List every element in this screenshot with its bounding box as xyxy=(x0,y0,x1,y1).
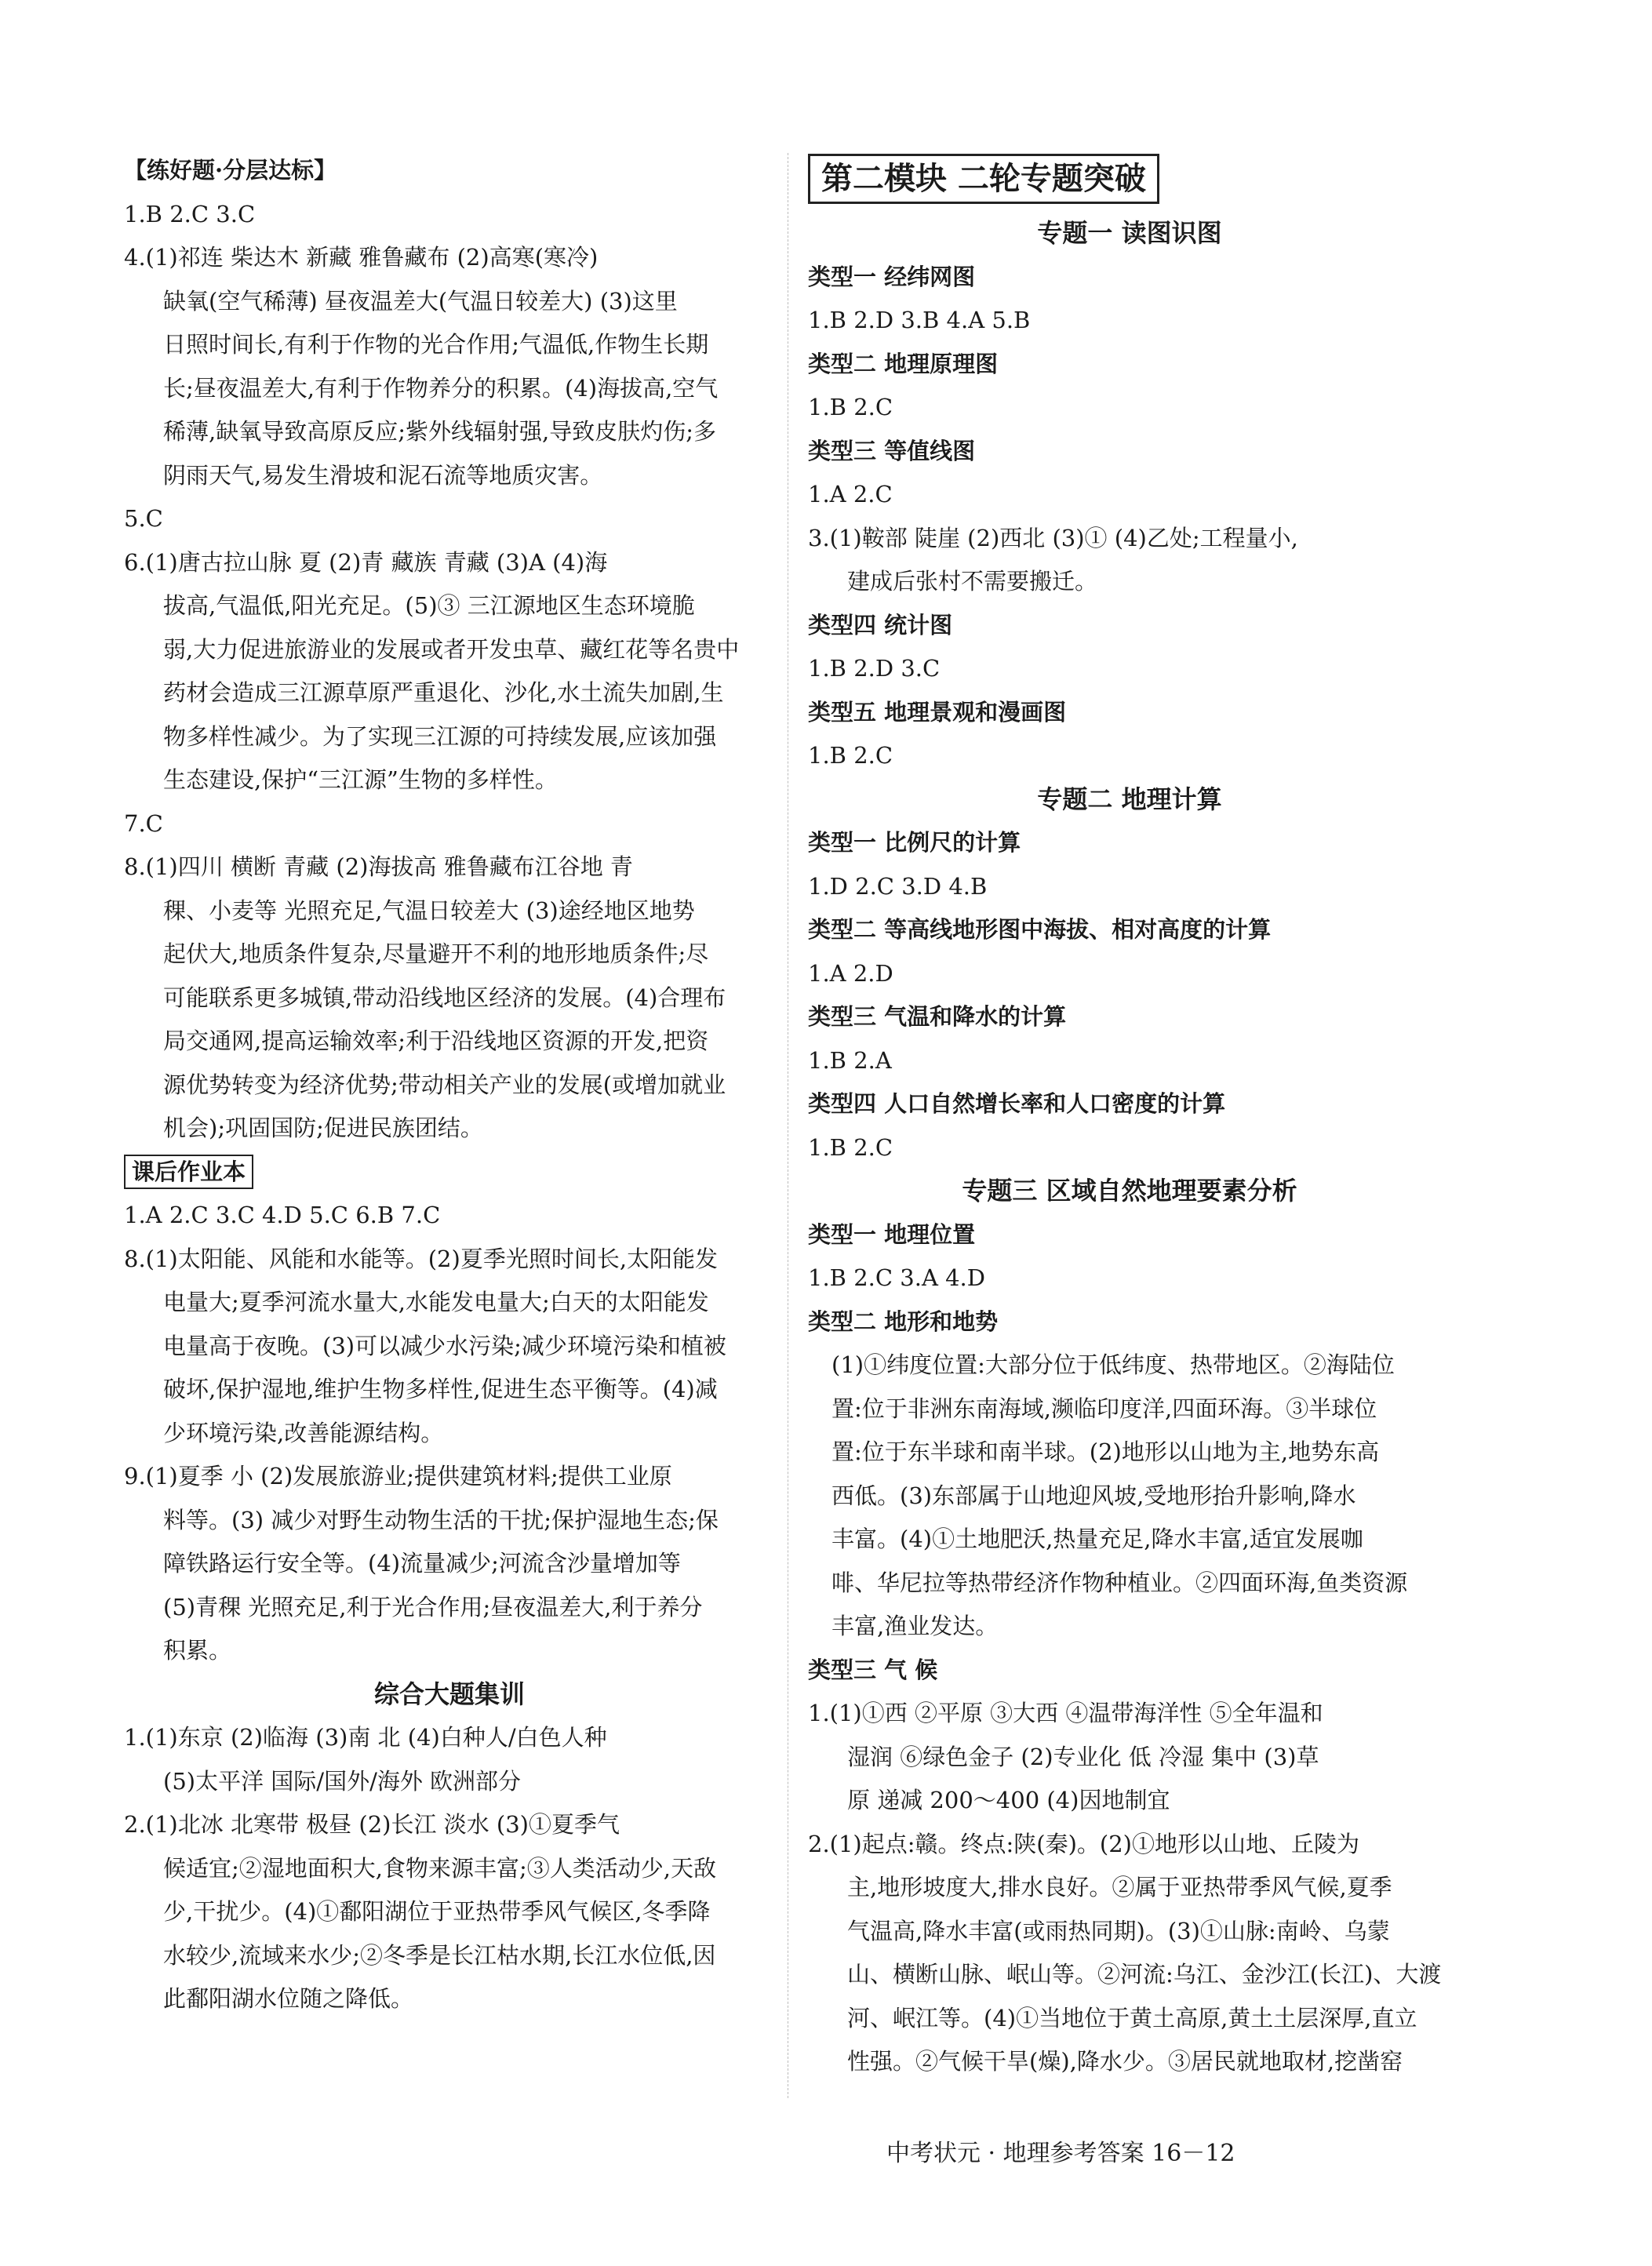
text-line: 1.B 2.C xyxy=(808,1133,893,1161)
text-line: 积累。 xyxy=(163,1637,232,1664)
type-heading: 类型三 气 候 xyxy=(808,1656,938,1683)
page-footer: 中考状元 · 地理参考答案 16－12 xyxy=(886,2140,1235,2167)
text-line: 河、岷江等。(4)①当地位于黄土高原,黄土土层深厚,直立 xyxy=(847,2004,1417,2031)
text-line: 拔高,气温低,阳光充足。(5)③ 三江源地区生态环境脆 xyxy=(163,592,695,619)
text-line: 候适宜;②湿地面积大,食物来源丰富;③人类活动少,天敌 xyxy=(163,1854,716,1882)
text-line: 啡、华尼拉等热带经济作物种植业。②四面环海,鱼类资源 xyxy=(831,1569,1408,1596)
text-line: 8.(1)太阳能、风能和水能等。(2)夏季光照时间长,太阳能发 xyxy=(124,1245,719,1272)
text-line: 气温高,降水丰富(或雨热同期)。(3)①山脉:南岭、乌蒙 xyxy=(847,1917,1390,1944)
text-line: 1.B 2.D 3.C xyxy=(808,655,941,682)
text-line: 日照时间长,有利于作物的光合作用;气温低,作物生长期 xyxy=(163,331,709,358)
text-line: 电量高于夜晚。(3)可以减少水污染;减少环境污染和植被 xyxy=(163,1332,726,1359)
text-line: 破坏,保护湿地,维护生物多样性,促进生态平衡等。(4)减 xyxy=(163,1376,718,1402)
text-line xyxy=(808,149,1451,212)
boxed-label: 第二模块 二轮专题突破 xyxy=(808,154,1159,204)
type-heading: 类型二 地形和地势 xyxy=(808,1308,999,1335)
text-line: 缺氧(空气稀薄) 昼夜温差大(气温日较差大) (3)这里 xyxy=(163,287,678,315)
type-heading: 类型二 地理原理图 xyxy=(808,350,999,377)
type-heading: 类型一 经纬网图 xyxy=(808,263,976,290)
right-column xyxy=(808,149,1451,2084)
text-line: 【练好题·分层达标】 xyxy=(124,157,337,184)
text-line: 料等。(3) 减少对野生动物生活的干扰;保护湿地生态;保 xyxy=(163,1506,719,1533)
section-heading: 综合大题集训 xyxy=(373,1679,525,1709)
text-line: 机会);巩固国防;促进民族团结。 xyxy=(163,1115,483,1141)
text-line: 稞、小麦等 光照充足,气温日较差大 (3)途经地区地势 xyxy=(163,897,695,924)
text-line: 障铁路运行安全等。(4)流量减少;河流含沙量增加等 xyxy=(163,1550,681,1577)
type-heading: 类型二 等高线地形图中海拔、相对高度的计算 xyxy=(808,916,1272,943)
text-line: 置:位于东半球和南半球。(2)地形以山地为主,地势东高 xyxy=(831,1439,1380,1465)
text-line: 丰富,渔业发达。 xyxy=(831,1613,999,1639)
text-line: 阴雨天气,易发生滑坡和泥石流等地质灾害。 xyxy=(163,461,603,489)
section-heading: 专题三 区域自然地理要素分析 xyxy=(962,1176,1297,1206)
text-line: 1.B 2.C 3.C xyxy=(124,200,256,227)
text-line: 8.(1)四川 横断 青藏 (2)海拔高 雅鲁藏布江谷地 青 xyxy=(124,853,633,880)
type-heading: 类型三 等值线图 xyxy=(808,437,976,464)
text-line: 水较少,流域来水少;②冬季是长江枯水期,长江水位低,因 xyxy=(163,1941,716,1969)
text-line: 1.A 2.C 3.C 4.D 5.C 6.B 7.C xyxy=(124,1202,441,1228)
text-line: 电量大;夏季河流水量大,水能发电量大;白天的太阳能发 xyxy=(163,1289,709,1315)
text-line: 主,地形坡度大,排水良好。②属于亚热带季风气候,夏季 xyxy=(847,1874,1392,1900)
text-line: (1)①纬度位置:大部分位于低纬度、热带地区。②海陆位 xyxy=(831,1351,1395,1378)
text-line: 9.(1)夏季 小 (2)发展旅游业;提供建筑材料;提供工业原 xyxy=(124,1463,672,1489)
boxed-label: 课后作业本 xyxy=(124,1155,253,1189)
text-line: 少,干扰少。(4)①鄱阳湖位于亚热带季风气候区,冬季降 xyxy=(163,1898,711,1925)
text-line: (5)青稞 光照充足,利于光合作用;昼夜温差大,利于养分 xyxy=(163,1593,703,1620)
text-line: 弱,大力促进旅游业的发展或者开发虫草、藏红花等名贵中 xyxy=(163,635,740,663)
text-line: 1.D 2.C 3.D 4.B xyxy=(808,872,988,900)
text-line: 1.(1)东京 (2)临海 (3)南 北 (4)白种人/白色人种 xyxy=(124,1724,607,1751)
text-line: 药材会造成三江源草原严重退化、沙化,水土流失加剧,生 xyxy=(163,679,724,706)
text-line: 少环境污染,改善能源结构。 xyxy=(163,1419,444,1446)
type-heading: 类型一 地理位置 xyxy=(808,1220,976,1248)
section-heading: 专题一 读图识图 xyxy=(1037,218,1222,248)
type-heading: 类型四 人口自然增长率和人口密度的计算 xyxy=(808,1090,1226,1117)
text-line: 原 递减 200～400 (4)因地制宜 xyxy=(847,1787,1170,1813)
text-line: 置:位于非洲东南海域,濒临印度洋,四面环海。③半球位 xyxy=(831,1395,1377,1422)
text-line: 2.(1)北冰 北寒带 极昼 (2)长江 淡水 (3)①夏季气 xyxy=(124,1811,620,1838)
text-line: 山、横断山脉、岷山等。②河流:乌江、金沙江(长江)、大渡 xyxy=(847,1961,1442,1988)
text-line: 3.(1)鞍部 陡崖 (2)西北 (3)① (4)乙处;工程量小, xyxy=(808,524,1298,551)
type-heading: 类型三 气温和降水的计算 xyxy=(808,1003,1067,1030)
text-line: 稀薄,缺氧导致高原反应;紫外线辐射强,导致皮肤灼伤;多 xyxy=(163,418,716,445)
text-line: 起伏大,地质条件复杂,尽量避开不利的地形地质条件;尽 xyxy=(163,940,709,967)
type-heading: 类型一 比例尺的计算 xyxy=(808,829,1021,856)
text-line: 1.B 2.C 3.A 4.D xyxy=(808,1264,986,1291)
type-heading: 类型四 统计图 xyxy=(808,611,953,638)
text-line: 6.(1)唐古拉山脉 夏 (2)青 藏族 青藏 (3)A (4)海 xyxy=(124,548,608,576)
section-heading: 专题二 地理计算 xyxy=(1037,784,1222,814)
text-line: 1.B 2.A xyxy=(808,1046,892,1074)
text-line: 7.C xyxy=(124,809,163,837)
text-line: 4.(1)祁连 柴达木 新藏 雅鲁藏布 (2)高寒(寒冷) xyxy=(124,244,599,271)
text-line: 1.A 2.C xyxy=(808,481,893,507)
text-line: 2.(1)起点:赣。终点:陕(秦)。(2)①地形以山地、丘陵为 xyxy=(808,1830,1359,1857)
text-line: 1.B 2.C xyxy=(808,394,893,420)
text-line: 西低。(3)东部属于山地迎风坡,受地形抬升影响,降水 xyxy=(831,1482,1356,1509)
text-line: 5.C xyxy=(124,505,163,532)
text-line: 长;昼夜温差大,有利于作物养分的积累。(4)海拔高,空气 xyxy=(163,374,719,402)
text-line: 此鄱阳湖水位随之降低。 xyxy=(163,1985,414,2012)
text-line: 可能联系更多城镇,带动沿线地区经济的发展。(4)合理布 xyxy=(163,984,726,1011)
text-line: 1.A 2.D xyxy=(808,959,893,987)
text-line: 湿润 ⑥绿色金子 (2)专业化 低 冷湿 集中 (3)草 xyxy=(847,1743,1319,1770)
text-line: 性强。②气候干旱(燥),降水少。③居民就地取材,挖凿窑 xyxy=(847,2048,1403,2075)
text-line xyxy=(124,1151,775,1195)
text-line: 建成后张村不需要搬迁。 xyxy=(847,568,1098,595)
text-line: 丰富。(4)①土地肥沃,热量充足,降水丰富,适宜发展咖 xyxy=(831,1526,1363,1552)
text-line: 物多样性减少。为了实现三江源的可持续发展,应该加强 xyxy=(163,722,717,750)
text-line: 源优势转变为经济优势;带动相关产业的发展(或增加就业 xyxy=(163,1071,726,1098)
left-column xyxy=(124,149,775,2021)
text-line: (5)太平洋 国际/国外/海外 欧洲部分 xyxy=(163,1767,522,1795)
text-line: 生态建设,保护“三江源”生物的多样性。 xyxy=(163,766,558,793)
text-line: 1.B 2.D 3.B 4.A 5.B xyxy=(808,307,1031,333)
text-line: 局交通网,提高运输效率;利于沿线地区资源的开发,把资 xyxy=(163,1028,709,1054)
text-line: 1.B 2.C xyxy=(808,742,893,769)
type-heading: 类型五 地理景观和漫画图 xyxy=(808,698,1067,726)
text-line: 1.(1)①西 ②平原 ③大西 ④温带海洋性 ⑤全年温和 xyxy=(808,1700,1323,1726)
